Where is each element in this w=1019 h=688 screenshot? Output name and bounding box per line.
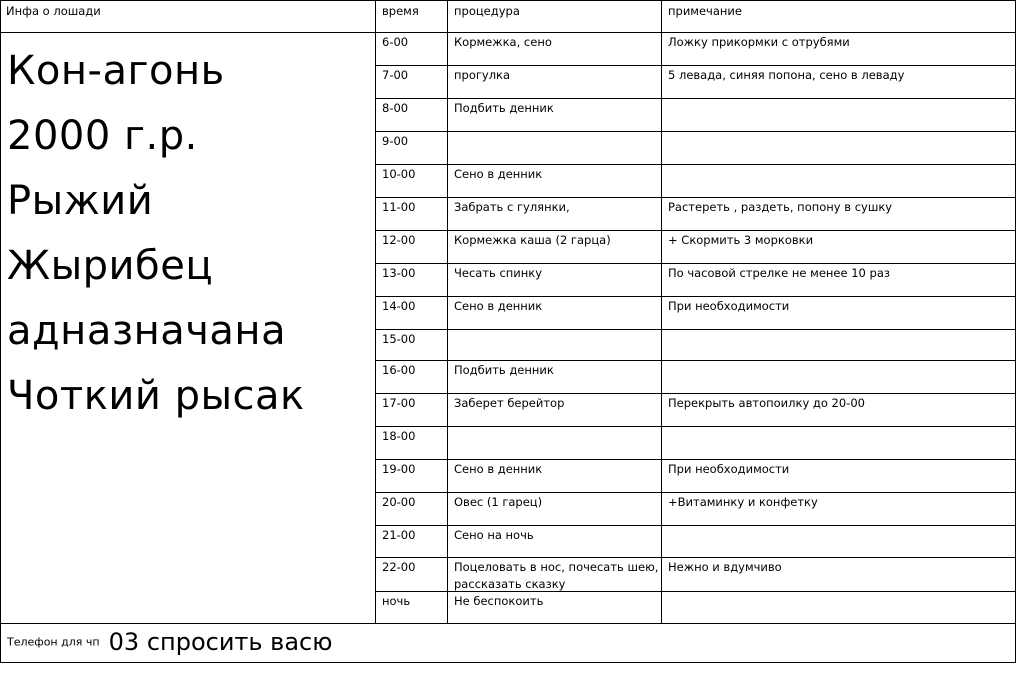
- row-divider: [375, 98, 1015, 99]
- col-divider-info: [375, 1, 376, 623]
- row-time: 7-00: [382, 68, 409, 82]
- row-note: По часовой стрелке не менее 10 раз: [668, 266, 890, 280]
- row-divider: [375, 329, 1015, 330]
- row-note: При необходимости: [668, 299, 790, 313]
- row-divider: [375, 164, 1015, 165]
- row-procedure: Кормежка, сено: [454, 35, 552, 49]
- header-procedure: процедура: [454, 4, 520, 18]
- header-divider: [1, 32, 1015, 33]
- row-time: 18-00: [382, 429, 416, 443]
- row-divider: [375, 230, 1015, 231]
- row-procedure: прогулка: [454, 68, 511, 82]
- horse-color: Рыжий: [7, 178, 154, 224]
- row-procedure: Подбить денник: [454, 363, 554, 377]
- row-divider: [375, 557, 1015, 558]
- row-note: Ложку прикормки с отрубями: [668, 35, 850, 49]
- row-time: 20-00: [382, 495, 416, 509]
- footer-value: 03 спросить васю: [108, 628, 333, 656]
- row-time: 11-00: [382, 200, 416, 214]
- row-procedure: Чесать спинку: [454, 266, 543, 280]
- row-procedure-cont: рассказать сказку: [454, 577, 566, 591]
- horse-birth-year: 2000 г.р.: [7, 113, 198, 159]
- horse-remark: адназначана: [7, 308, 287, 354]
- row-divider: [375, 197, 1015, 198]
- row-divider: [375, 65, 1015, 66]
- row-divider: [375, 131, 1015, 132]
- row-time: 15-00: [382, 332, 416, 346]
- header-time: время: [382, 4, 419, 18]
- row-divider: [375, 360, 1015, 361]
- footer-label: Телефон для чп: [7, 635, 100, 649]
- row-divider: [375, 393, 1015, 394]
- row-note: Перекрыть автопоилку до 20-00: [668, 396, 865, 410]
- row-note: 5 левада, синяя попона, сено в леваду: [668, 68, 905, 82]
- row-time: 21-00: [382, 528, 416, 542]
- row-divider: [375, 263, 1015, 264]
- row-time: 17-00: [382, 396, 416, 410]
- header-info: Инфа о лошади: [6, 4, 101, 18]
- row-time: 19-00: [382, 462, 416, 476]
- row-procedure: Овес (1 гарец): [454, 495, 543, 509]
- row-time: 12-00: [382, 233, 416, 247]
- row-note: +Витаминку и конфетку: [668, 495, 818, 509]
- row-time: 6-00: [382, 35, 409, 49]
- row-divider: [375, 525, 1015, 526]
- row-divider: [375, 296, 1015, 297]
- row-procedure: Сено в денник: [454, 462, 543, 476]
- horse-sex: Жырибец: [7, 243, 214, 289]
- row-divider: [375, 459, 1015, 460]
- horse-type: Чоткий рысак: [7, 373, 305, 419]
- row-time: 13-00: [382, 266, 416, 280]
- header-note: примечание: [668, 4, 742, 18]
- row-note: + Скормить 3 морковки: [668, 233, 814, 247]
- row-procedure: Подбить денник: [454, 101, 554, 115]
- row-time: 22-00: [382, 560, 416, 574]
- row-note: Нежно и вдумчиво: [668, 560, 782, 574]
- col-divider-time: [447, 1, 448, 623]
- row-note: При необходимости: [668, 462, 790, 476]
- horse-info-block: [7, 39, 305, 429]
- row-note: Растереть , раздеть, попону в сушку: [668, 200, 893, 214]
- row-procedure: Сено на ночь: [454, 528, 534, 542]
- row-procedure: Забрать с гулянки,: [454, 200, 570, 214]
- row-time: 14-00: [382, 299, 416, 313]
- horse-name: Кон-агонь: [7, 48, 225, 94]
- row-time: ночь: [382, 594, 411, 608]
- row-procedure: Сено в денник: [454, 167, 543, 181]
- row-time: 9-00: [382, 134, 409, 148]
- row-procedure: Кормежка каша (2 гарца): [454, 233, 611, 247]
- row-procedure: Не беспокоить: [454, 594, 544, 608]
- row-procedure: Поцеловать в нос, почесать шею,: [454, 560, 659, 574]
- row-time: 16-00: [382, 363, 416, 377]
- row-divider: [375, 426, 1015, 427]
- row-time: 8-00: [382, 101, 409, 115]
- row-divider: [375, 492, 1015, 493]
- row-time: 10-00: [382, 167, 416, 181]
- footer-divider: [1, 623, 1015, 624]
- col-divider-procedure: [661, 1, 662, 623]
- row-procedure: Сено в денник: [454, 299, 543, 313]
- emergency-phone: [7, 628, 332, 662]
- row-procedure: Заберет берейтор: [454, 396, 565, 410]
